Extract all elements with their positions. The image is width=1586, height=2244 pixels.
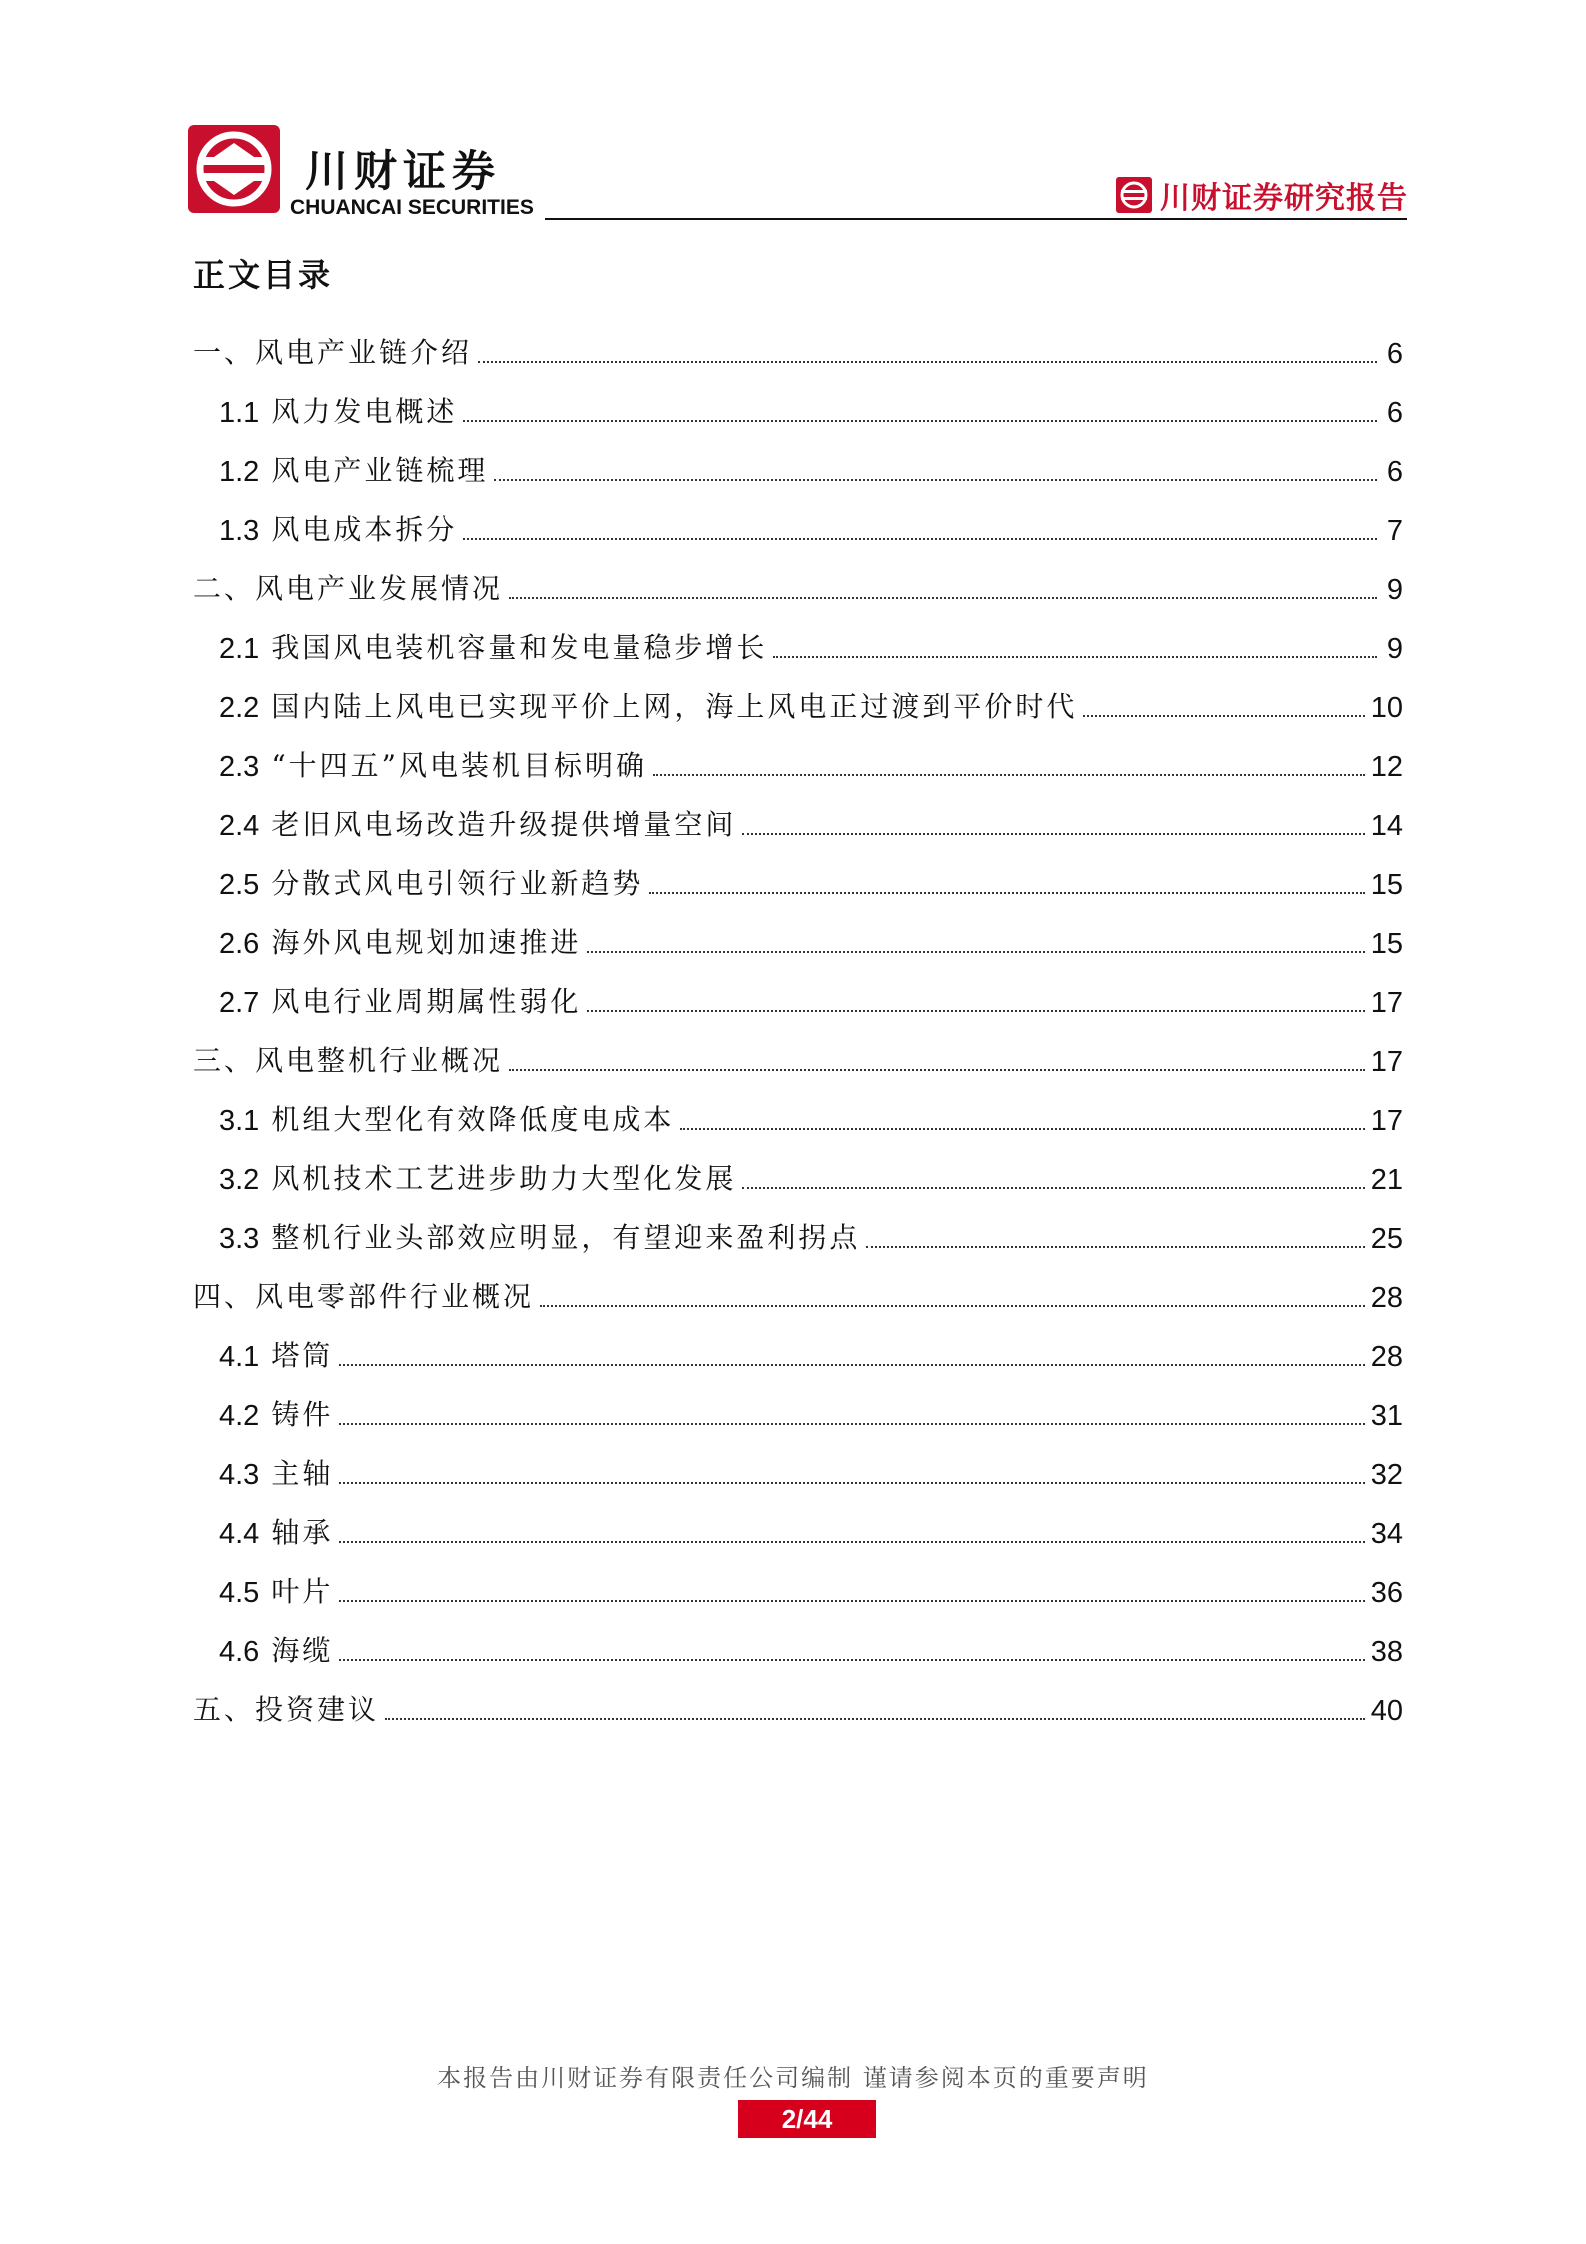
toc-entry[interactable] — [193, 1197, 1403, 1256]
toc-dot-leader — [680, 1128, 1364, 1130]
toc-entry-page: 6 — [1386, 397, 1403, 429]
toc-dot-leader — [339, 1541, 1364, 1543]
toc-entry-page: 34 — [1370, 1518, 1403, 1550]
toc-entry-page: 14 — [1370, 810, 1403, 842]
toc-dot-leader — [587, 1010, 1364, 1012]
toc-entry-title: 五、投资建议 — [193, 1693, 380, 1726]
toc-entry-title: 机组大型化有效降低度电成本 — [271, 1103, 675, 1136]
toc-entry-title: 轴承 — [271, 1516, 334, 1549]
toc-dot-leader — [1083, 715, 1364, 717]
toc-entry-number: 2.4 — [219, 810, 260, 842]
toc-entry-page: 9 — [1386, 574, 1403, 606]
toc-entry-page: 10 — [1370, 692, 1403, 724]
report-label-text: 川财证券研究报告 — [1160, 181, 1408, 216]
toc-dot-leader — [540, 1305, 1365, 1307]
toc-entry[interactable] — [193, 548, 1403, 607]
toc-entry-title: 我国风电装机容量和发电量稳步增长 — [271, 631, 768, 664]
toc-entry-page: 15 — [1370, 928, 1403, 960]
toc-entry[interactable] — [193, 725, 1403, 784]
toc-entry-page: 31 — [1370, 1400, 1403, 1432]
toc-entry-number: 1.3 — [219, 515, 260, 547]
toc-entry-page: 17 — [1370, 1046, 1403, 1078]
toc-entry-number: 2.3 — [219, 751, 260, 783]
toc-entry-number: 4.6 — [219, 1636, 260, 1668]
report-label — [1116, 173, 1408, 217]
toc-entry[interactable] — [193, 1315, 1403, 1374]
toc-entry-number: 2.6 — [219, 928, 260, 960]
toc-entry-title: 风电行业周期属性弱化 — [271, 985, 582, 1018]
toc-dot-leader — [649, 892, 1364, 894]
toc-entry-page: 17 — [1370, 987, 1403, 1019]
toc-entry-title: 三、风电整机行业概况 — [193, 1044, 504, 1077]
page-number-badge: 2/44 — [738, 2100, 876, 2138]
toc-dot-leader — [463, 420, 1377, 422]
toc-dot-leader — [742, 1187, 1364, 1189]
toc-dot-leader — [385, 1718, 1365, 1720]
toc-entry-page: 36 — [1370, 1577, 1403, 1609]
toc-entry[interactable] — [193, 1551, 1403, 1610]
toc-entry[interactable] — [193, 607, 1403, 666]
toc-entry[interactable] — [193, 902, 1403, 961]
toc-entry-number: 4.1 — [219, 1341, 260, 1373]
toc-entry-number: 2.1 — [219, 633, 260, 665]
toc-entry-title: 风机技术工艺进步助力大型化发展 — [271, 1162, 737, 1195]
toc-dot-leader — [509, 597, 1377, 599]
toc-entry-title: 老旧风电场改造升级提供增量空间 — [271, 808, 737, 841]
toc-entry[interactable] — [193, 430, 1403, 489]
toc-entry-number: 2.5 — [219, 869, 260, 901]
toc-dot-leader — [339, 1364, 1364, 1366]
toc-entry-title: 海外风电规划加速推进 — [271, 926, 582, 959]
toc-entry[interactable] — [193, 1492, 1403, 1551]
toc-entry-title: “十四五”风电装机目标明确 — [271, 749, 647, 782]
toc-entry-page: 21 — [1370, 1164, 1403, 1196]
toc-entry-number: 4.3 — [219, 1459, 260, 1491]
toc-entry[interactable] — [193, 1374, 1403, 1433]
toc-dot-leader — [866, 1246, 1364, 1248]
toc-dot-leader — [339, 1600, 1364, 1602]
toc-entry-page: 40 — [1370, 1695, 1403, 1727]
toc-entry-page: 32 — [1370, 1459, 1403, 1491]
toc-entry-title: 风力发电概述 — [271, 395, 458, 428]
toc-dot-leader — [339, 1659, 1364, 1661]
toc-dot-leader — [494, 479, 1377, 481]
toc-entry[interactable] — [193, 961, 1403, 1020]
toc-entry-page: 9 — [1386, 633, 1403, 665]
toc-entry-page: 6 — [1386, 338, 1403, 370]
toc-entry[interactable] — [193, 1079, 1403, 1138]
toc-entry-number: 3.1 — [219, 1105, 260, 1137]
toc-dot-leader — [478, 361, 1377, 363]
header-divider — [545, 218, 1407, 220]
toc-entry[interactable] — [193, 1610, 1403, 1669]
toc-entry[interactable] — [193, 489, 1403, 548]
toc-entry-title: 塔筒 — [271, 1339, 334, 1372]
toc-entry-title: 风电成本拆分 — [271, 513, 458, 546]
toc-dot-leader — [509, 1069, 1365, 1071]
toc-entry[interactable] — [193, 666, 1403, 725]
toc-entry-title: 海缆 — [271, 1634, 334, 1667]
toc-entry-number: 2.7 — [219, 987, 260, 1019]
toc-dot-leader — [587, 951, 1364, 953]
toc-entry[interactable] — [193, 1669, 1403, 1728]
toc-dot-leader — [339, 1482, 1364, 1484]
toc-entry[interactable] — [193, 784, 1403, 843]
toc-dot-leader — [773, 656, 1377, 658]
toc-entry-title: 分散式风电引领行业新趋势 — [271, 867, 644, 900]
toc-entry-page: 7 — [1386, 515, 1403, 547]
toc-entry[interactable] — [193, 312, 1403, 371]
toc-entry[interactable] — [193, 1020, 1403, 1079]
table-of-contents — [193, 312, 1403, 1728]
toc-entry-title: 风电产业链梳理 — [271, 454, 489, 487]
brand-name-en: CHUANCAI SECURITIES — [290, 196, 534, 219]
toc-entry-page: 6 — [1386, 456, 1403, 488]
toc-entry-title: 铸件 — [271, 1398, 334, 1431]
toc-entry-page: 17 — [1370, 1105, 1403, 1137]
toc-entry-page: 12 — [1370, 751, 1403, 783]
toc-entry-number: 4.2 — [219, 1400, 260, 1432]
toc-entry-number: 2.2 — [219, 692, 260, 724]
toc-entry-title: 主轴 — [271, 1457, 334, 1490]
toc-dot-leader — [339, 1423, 1364, 1425]
toc-entry[interactable] — [193, 1256, 1403, 1315]
toc-entry-number: 1.2 — [219, 456, 260, 488]
toc-entry[interactable] — [193, 1433, 1403, 1492]
toc-entry-page: 28 — [1370, 1341, 1403, 1373]
toc-entry-title: 叶片 — [271, 1575, 334, 1608]
toc-dot-leader — [742, 833, 1364, 835]
brand-name-cn: 川财证券 — [305, 147, 501, 197]
toc-dot-leader — [653, 774, 1365, 776]
toc-entry-page: 28 — [1370, 1282, 1403, 1314]
toc-entry[interactable] — [193, 843, 1403, 902]
toc-entry-page: 25 — [1370, 1223, 1403, 1255]
toc-entry-title: 二、风电产业发展情况 — [193, 572, 504, 605]
toc-entry-page: 38 — [1370, 1636, 1403, 1668]
toc-entry-page: 15 — [1370, 869, 1403, 901]
toc-title: 正文目录 — [193, 256, 334, 294]
toc-entry-number: 4.5 — [219, 1577, 260, 1609]
toc-entry-number: 3.2 — [219, 1164, 260, 1196]
toc-entry-title: 国内陆上风电已实现平价上网，海上风电正过渡到平价时代 — [271, 690, 1078, 723]
report-logo-icon — [1116, 177, 1152, 213]
toc-dot-leader — [463, 538, 1377, 540]
company-logo-icon — [188, 125, 280, 213]
toc-entry-number: 3.3 — [219, 1223, 260, 1255]
toc-entry-title: 四、风电零部件行业概况 — [193, 1280, 535, 1313]
toc-entry-number: 4.4 — [219, 1518, 260, 1550]
toc-entry-number: 1.1 — [219, 397, 260, 429]
toc-entry-title: 整机行业头部效应明显，有望迎来盈利拐点 — [271, 1221, 861, 1254]
toc-entry-title: 一、风电产业链介绍 — [193, 336, 473, 369]
toc-entry[interactable] — [193, 1138, 1403, 1197]
toc-entry[interactable] — [193, 371, 1403, 430]
footer-disclaimer: 本报告由川财证券有限责任公司编制 谨请参阅本页的重要声明 — [437, 2064, 1149, 2092]
